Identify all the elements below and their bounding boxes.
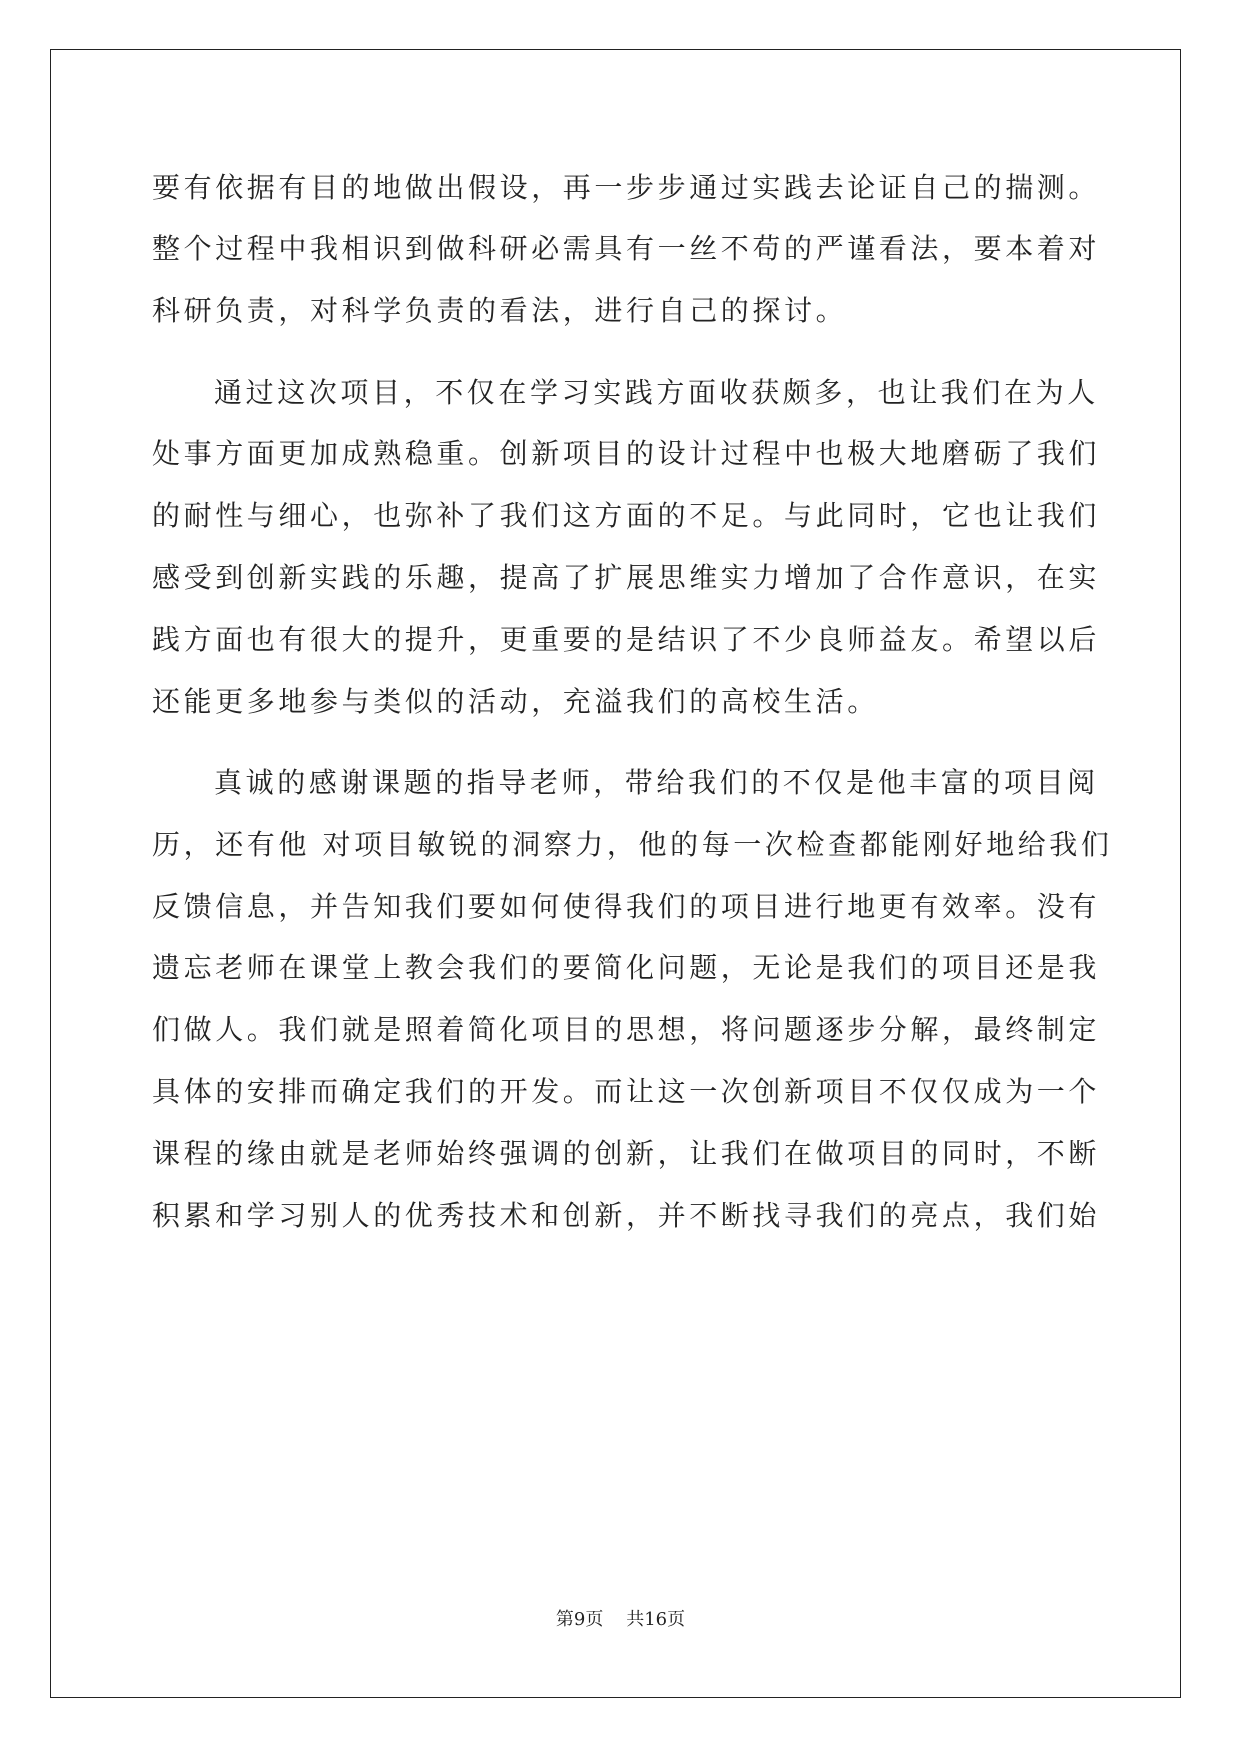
text-line: 们做人。我们就是照着简化项目的思想，将问题逐步分解，最终制定 — [152, 1013, 1101, 1046]
text-line: 具体的安排而确定我们的开发。而让这一次创新项目不仅仅成为一个 — [152, 1075, 1101, 1108]
text-line: 遗忘老师在课堂上教会我们的要简化问题，无论是我们的项目还是我 — [152, 951, 1101, 984]
paragraph-first-line: 真诚的感谢课题的指导老师，带给我们的不仅是他丰富的项目阅 — [214, 766, 1099, 799]
text-line: 的耐性与细心，也弥补了我们这方面的不足。与此同时，它也让我们 — [152, 499, 1101, 532]
text-line: 还能更多地参与类似的活动，充溢我们的高校生活。 — [152, 685, 879, 718]
text-line: 要有依据有目的地做出假设，再一步步通过实践去论证自己的揣测。 — [152, 171, 1101, 204]
text-line: 科研负责，对科学负责的看法，进行自己的探讨。 — [152, 294, 848, 327]
text-line: 处事方面更加成熟稳重。创新项目的设计过程中也极大地磨砺了我们 — [152, 437, 1101, 470]
text-line: 践方面也有很大的提升，更重要的是结识了不少良师益友。希望以后 — [152, 623, 1101, 656]
text-line: 课程的缘由就是老师始终强调的创新，让我们在做项目的同时，不断 — [152, 1137, 1101, 1170]
text-line: 历，还有他 对项目敏锐的洞察力，他的每一次检查都能刚好地给我们 — [152, 828, 1113, 861]
text-line: 积累和学习别人的优秀技术和创新，并不断找寻我们的亮点，我们始 — [152, 1199, 1101, 1232]
page-total: 共16页 — [626, 1609, 686, 1630]
paragraph-first-line: 通过这次项目，不仅在学习实践方面收获颇多，也让我们在为人 — [214, 376, 1099, 409]
text-line: 感受到创新实践的乐趣，提高了扩展思维实力增加了合作意识，在实 — [152, 561, 1101, 594]
text-line: 反馈信息，并告知我们要如何使得我们的项目进行地更有效率。没有 — [152, 890, 1101, 923]
text-line: 整个过程中我相识到做科研必需具有一丝不苟的严谨看法，要本着对 — [152, 232, 1101, 265]
page-number: 第9页 — [555, 1609, 604, 1630]
page-footer — [0, 1608, 1241, 1632]
